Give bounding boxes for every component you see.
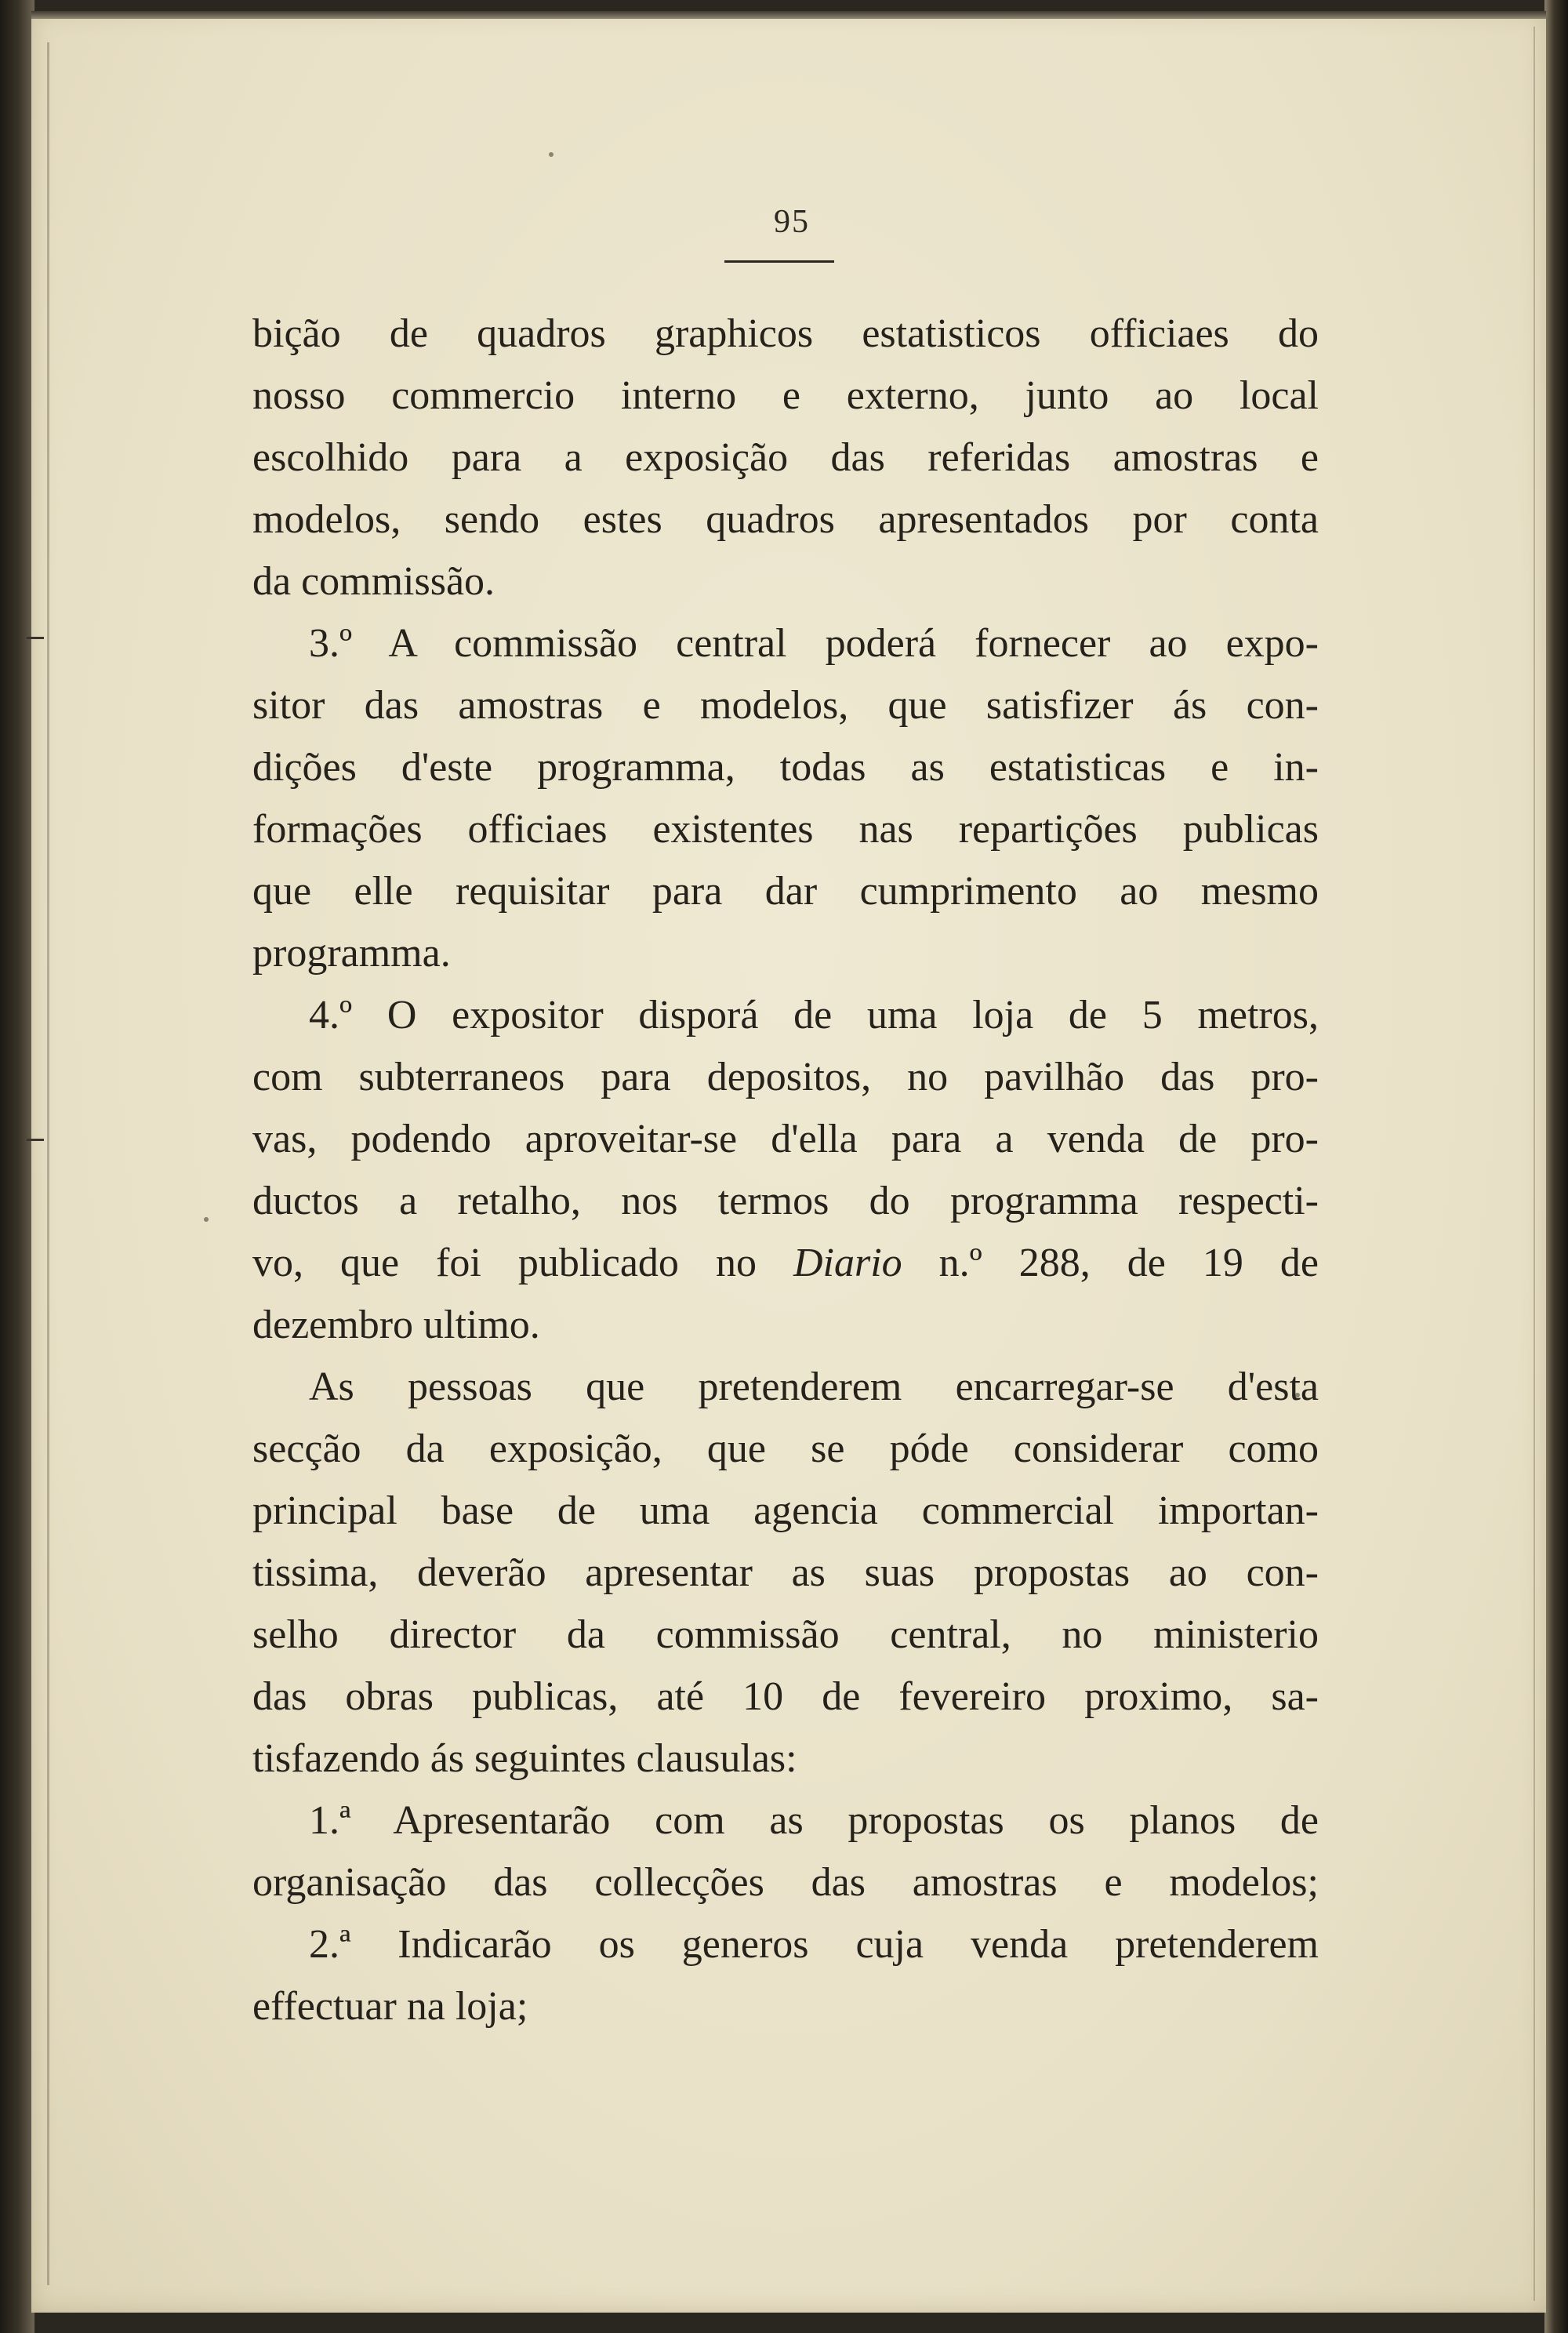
book-page (31, 11, 1546, 2313)
ink-speck (204, 1217, 209, 1222)
ink-speck (549, 152, 554, 157)
text-line: 2.ª Indicarão os generos cuja venda pretenderem (309, 1922, 1319, 1967)
text-line: dezembro ultimo. (252, 1303, 540, 1347)
text-line: As pessoas que pretenderem encarregar-se d'esta (309, 1365, 1319, 1409)
text-line: tissima, deverão apresentar as suas propostas ao con- (252, 1550, 1319, 1595)
text-line: que elle requisitar para dar cumprimento ao mesmo (252, 869, 1319, 914)
text-line: selho director da commissão central, no ministerio (252, 1612, 1319, 1657)
margin-mark (27, 1139, 44, 1141)
text-line: programma. (252, 931, 451, 976)
text-line: das obras publicas, até 10 de fevereiro proximo, sa- (252, 1674, 1319, 1719)
text-line: modelos, sendo estes quadros apresentados por conta (252, 497, 1319, 542)
body-text (252, 303, 1319, 2037)
book-binding-edge (0, 0, 34, 2333)
right-margin-rule (1534, 27, 1535, 2301)
text-line: nosso commercio interno e externo, junto ao local (252, 373, 1319, 418)
text-line: principal base de uma agencia commercial importan- (252, 1488, 1319, 1533)
text-line: escolhido para a exposição das referidas amostras e (252, 435, 1319, 480)
page-right-edge (1544, 0, 1568, 2333)
left-margin-rule (47, 42, 49, 2285)
text-line: effectuar na loja; (252, 1984, 528, 2029)
page-number: 95 (774, 204, 810, 240)
italic-word: Diario (793, 1241, 902, 1285)
text-line: tisfazendo ás seguintes clausulas: (252, 1736, 797, 1781)
text-line: da commissão. (252, 559, 495, 604)
text-line: dições d'este programma, todas as estatisticas e in- (252, 745, 1319, 790)
text-line: secção da exposição, que se póde considerar como (252, 1426, 1319, 1471)
text-line: com subterraneos para depositos, no pavilhão das pro- (252, 1055, 1319, 1099)
page-top-edge (31, 11, 1546, 19)
text-line: 4.º O expositor disporá de uma loja de 5 metros, (309, 993, 1319, 1037)
text-line: bição de quadros graphicos estatisticos officiaes do (252, 311, 1319, 356)
text-line: formações officiaes existentes nas repartições publicas (252, 807, 1319, 852)
text-line: vo, que foi publicado no Diario n.º 288, de 19 de (252, 1241, 1319, 1285)
text-line: 3.º A commissão central poderá fornecer ao expo- (309, 621, 1319, 666)
text-line: 1.ª Apresentarão com as propostas os planos de (309, 1798, 1319, 1843)
text-line: vas, podendo aproveitar-se d'ella para a venda de pro- (252, 1117, 1319, 1161)
margin-mark (27, 637, 44, 639)
page-number-rule (724, 260, 834, 263)
text-line: sitor das amostras e modelos, que satisfizer ás con- (252, 683, 1319, 728)
text-line: organisação das collecções das amostras e modelos; (252, 1860, 1319, 1905)
text-line: ductos a retalho, nos termos do programma respecti- (252, 1179, 1319, 1223)
